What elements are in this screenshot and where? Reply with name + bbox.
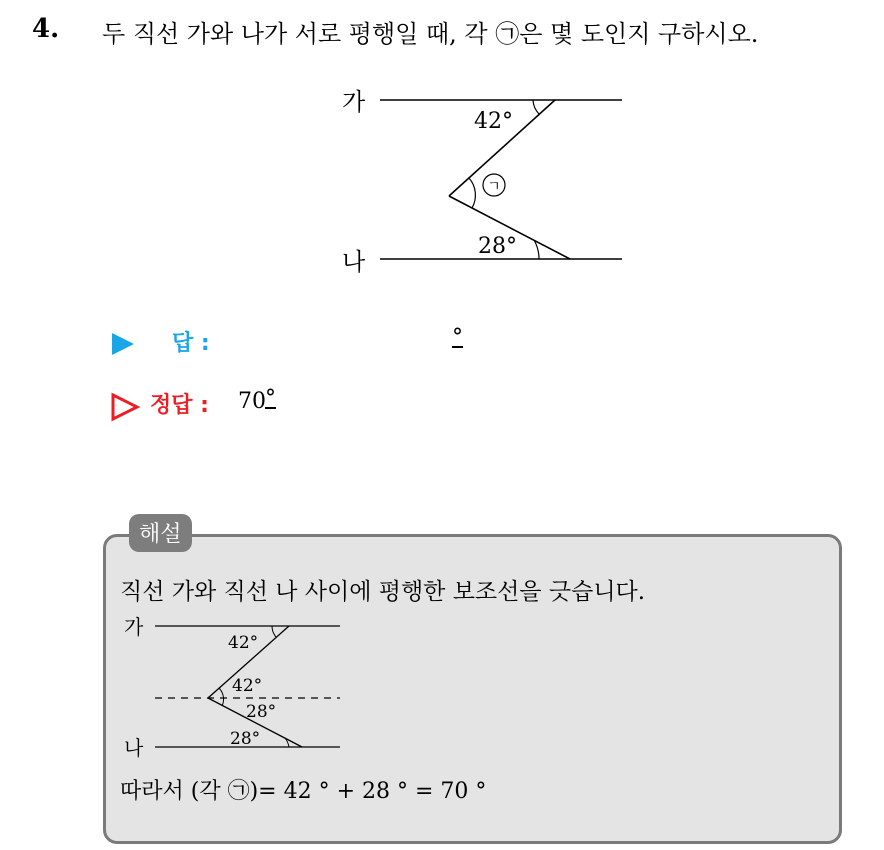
correct-answer-value: 70 <box>238 389 266 414</box>
solution-arc-top <box>272 626 276 637</box>
angle-top-value: 42° <box>474 109 513 134</box>
unknown-angle-label: ㄱ <box>487 179 501 195</box>
question-number: 4. <box>32 14 60 44</box>
label-na: 나 <box>342 248 366 276</box>
solution-label-na: 나 <box>124 736 144 760</box>
correct-answer-label: 정답 : <box>150 393 209 418</box>
correct-answer-unit: ° <box>265 386 276 411</box>
solution-angle-top: 42° <box>228 633 259 653</box>
angle-bottom-value: 28° <box>478 234 517 259</box>
solution-angle-mid-bottom: 28° <box>246 702 277 722</box>
solution-tag: 해설 <box>129 514 192 552</box>
solution-angle-mid-top: 42° <box>232 676 263 696</box>
solution-formula: 따라서 (각 ㉠)= 42 ° + 28 ° = 70 ° <box>120 779 487 804</box>
question-text: 두 직선 가와 나가 서로 평행일 때, 각 ㉠은 몇 도인지 구하시오. <box>102 20 759 48</box>
solution-text: 직선 가와 직선 나 사이에 평행한 보조선을 긋습니다. <box>120 579 646 605</box>
solution-arc-mid <box>219 688 224 706</box>
solution-label-ga: 가 <box>124 615 144 639</box>
label-ga: 가 <box>342 88 366 116</box>
solution-angle-bottom: 28° <box>230 729 261 749</box>
answer-label: 답 : <box>172 331 210 356</box>
answer-input-field[interactable]: ° <box>452 325 463 350</box>
